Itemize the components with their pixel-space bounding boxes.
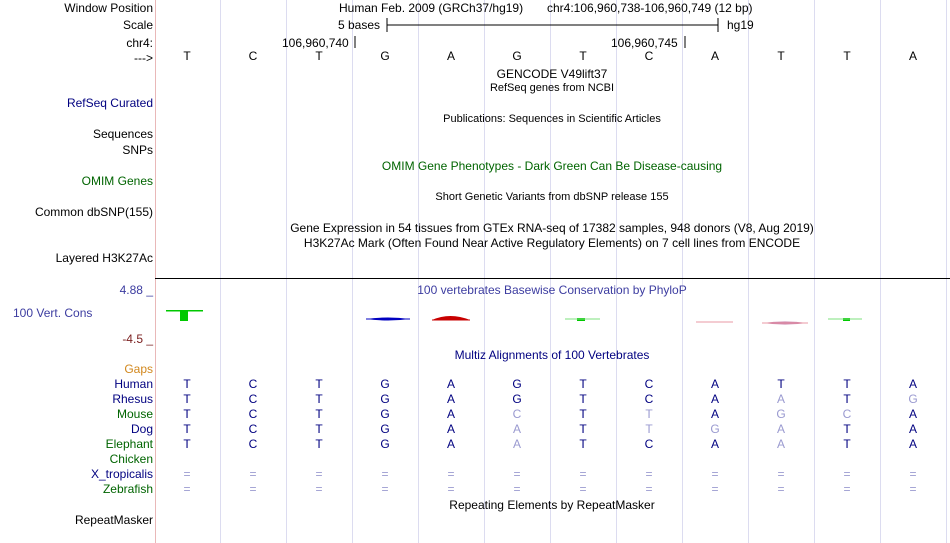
species-label[interactable]: Zebrafish xyxy=(102,482,153,496)
scale-db: hg19 xyxy=(727,18,754,32)
gtex-track-title[interactable]: Gene Expression in 54 tissues from GTEx RNA-seq of 17382 samples, 948 donors (V8, Aug 2019) xyxy=(290,221,814,235)
species-base: T xyxy=(579,392,587,406)
species-base: = xyxy=(909,482,917,496)
species-base: A xyxy=(776,437,785,451)
species-base: A xyxy=(908,437,917,451)
ruler-base: T xyxy=(315,49,323,63)
species-base: T xyxy=(315,377,323,391)
species-base: T xyxy=(579,437,587,451)
species-base: T xyxy=(183,422,191,436)
cons-min-label: -4.5 _ xyxy=(122,332,153,346)
sequences-label[interactable]: Sequences xyxy=(92,127,153,141)
species-base: T xyxy=(579,377,587,391)
species-base: A xyxy=(776,422,785,436)
species-base: T xyxy=(777,377,785,391)
species-base: = xyxy=(447,482,455,496)
species-base: T xyxy=(645,422,653,436)
cons-track-title[interactable]: 100 vertebrates Basewise Conservation by PhyloP xyxy=(417,283,687,297)
window-position-label: Window Position xyxy=(64,1,153,15)
species-base: T xyxy=(315,407,323,421)
species-base: G xyxy=(908,392,918,406)
species-label[interactable]: Elephant xyxy=(105,437,153,451)
species-base: T xyxy=(315,392,323,406)
gaps-label[interactable]: Gaps xyxy=(124,362,153,376)
species-base: T xyxy=(843,377,851,391)
ruler-base: A xyxy=(908,49,917,63)
species-base: = xyxy=(249,482,257,496)
species-base: = xyxy=(711,482,719,496)
species-base: G xyxy=(380,437,390,451)
ruler-base: T xyxy=(183,49,191,63)
species-label[interactable]: Human xyxy=(114,377,153,391)
species-base: C xyxy=(248,392,258,406)
species-base: = xyxy=(711,467,719,481)
species-base: G xyxy=(380,422,390,436)
species-label[interactable]: Rhesus xyxy=(112,392,153,406)
species-base: C xyxy=(248,437,258,451)
species-base: G xyxy=(380,377,390,391)
species-base: T xyxy=(843,437,851,451)
repeatmasker-track-title[interactable]: Repeating Elements by RepeatMasker xyxy=(449,498,655,512)
species-base: C xyxy=(248,422,258,436)
species-base: A xyxy=(512,437,521,451)
species-base: A xyxy=(908,422,917,436)
dbsnp-track-title[interactable]: Short Genetic Variants from dbSNP release 155 xyxy=(435,191,669,203)
species-base: T xyxy=(843,392,851,406)
species-base: T xyxy=(579,407,587,421)
cons-red-mark xyxy=(432,316,470,320)
species-base: = xyxy=(513,482,521,496)
species-base: = xyxy=(183,467,191,481)
species-base: G xyxy=(380,407,390,421)
assembly-name[interactable]: Human Feb. 2009 (GRCh37/hg19) xyxy=(339,1,524,15)
omim-genes-label[interactable]: OMIM Genes xyxy=(81,174,153,188)
ruler-base: T xyxy=(579,49,587,63)
species-base: = xyxy=(183,482,191,496)
species-base: A xyxy=(446,377,455,391)
species-base: T xyxy=(183,392,191,406)
species-base: G xyxy=(512,392,522,406)
species-base: G xyxy=(710,422,720,436)
refseq-track-subtitle[interactable]: RefSeq genes from NCBI xyxy=(489,82,615,94)
species-base: = xyxy=(447,467,455,481)
ruler-base: G xyxy=(512,49,522,63)
species-base: = xyxy=(645,467,653,481)
ruler-base: T xyxy=(777,49,785,63)
species-base: = xyxy=(909,467,917,481)
species-base: = xyxy=(843,482,851,496)
gencode-track-title[interactable]: GENCODE V49lift37 xyxy=(496,67,608,81)
species-base: = xyxy=(777,482,785,496)
species-base: G xyxy=(512,377,522,391)
species-base: T xyxy=(315,437,323,451)
chrom-label: chr4: xyxy=(126,36,153,50)
cons-bar-1 xyxy=(166,310,203,321)
species-base: T xyxy=(183,437,191,451)
species-base: = xyxy=(843,467,851,481)
species-base: A xyxy=(710,392,719,406)
ruler-base: G xyxy=(380,49,390,63)
species-base: A xyxy=(446,422,455,436)
species-base: C xyxy=(644,377,654,391)
coord-tick-2: 106,960,745 xyxy=(611,36,678,50)
species-base: A xyxy=(512,422,521,436)
ruler-base: C xyxy=(644,49,654,63)
cons-track-label[interactable]: 100 Vert. Cons xyxy=(13,306,93,320)
species-base: T xyxy=(315,422,323,436)
refseq-curated-label[interactable]: RefSeq Curated xyxy=(66,96,153,110)
h3k27ac-track-title[interactable]: H3K27Ac Mark (Often Found Near Active Regulatory Elements) on 7 cell lines from ENCODE xyxy=(303,236,801,250)
strand-label: ---> xyxy=(134,51,153,65)
species-label[interactable]: Chicken xyxy=(109,452,153,466)
ruler-base: A xyxy=(446,49,455,63)
species-base: C xyxy=(248,407,258,421)
position-readout[interactable]: chr4:106,960,738-106,960,749 (12 bp) xyxy=(547,1,753,15)
species-label[interactable]: X_tropicalis xyxy=(90,467,153,481)
ruler-base: A xyxy=(710,49,719,63)
omim-track-title[interactable]: OMIM Gene Phenotypes - Dark Green Can Be Disease-causing xyxy=(381,159,723,173)
species-base: = xyxy=(579,482,587,496)
species-base: = xyxy=(315,482,323,496)
species-base: = xyxy=(381,467,389,481)
species-base: G xyxy=(380,392,390,406)
ruler-base: T xyxy=(843,49,851,63)
species-base: = xyxy=(513,467,521,481)
species-base: = xyxy=(645,482,653,496)
publications-track-title[interactable]: Publications: Sequences in Scientific Articles xyxy=(443,113,661,125)
scale-label: Scale xyxy=(122,18,153,32)
scale-text: 5 bases xyxy=(338,18,381,32)
species-base: T xyxy=(843,422,851,436)
species-base: = xyxy=(381,482,389,496)
species-base: = xyxy=(249,467,257,481)
species-base: C xyxy=(512,407,522,421)
species-base: A xyxy=(776,392,785,406)
species-base: T xyxy=(183,377,191,391)
species-base: G xyxy=(776,407,786,421)
species-base: = xyxy=(315,467,323,481)
coord-tick-1: 106,960,740 xyxy=(282,36,349,50)
species-base: C xyxy=(644,437,654,451)
species-base: C xyxy=(248,377,258,391)
species-base: T xyxy=(183,407,191,421)
species-base: = xyxy=(579,467,587,481)
layered-h3k27ac-label[interactable]: Layered H3K27Ac xyxy=(55,251,153,265)
species-base: C xyxy=(842,407,852,421)
species-base: A xyxy=(908,377,917,391)
species-base: C xyxy=(644,392,654,406)
species-base: A xyxy=(710,437,719,451)
species-base: A xyxy=(710,377,719,391)
repeatmasker-label[interactable]: RepeatMasker xyxy=(74,513,153,527)
multiz-track-title[interactable]: Multiz Alignments of 100 Vertebrates xyxy=(454,348,650,362)
ruler-base: C xyxy=(248,49,258,63)
species-base: A xyxy=(446,407,455,421)
species-base: A xyxy=(908,407,917,421)
cons-max-label: 4.88 _ xyxy=(119,283,153,297)
species-base: = xyxy=(777,467,785,481)
species-base: A xyxy=(446,437,455,451)
species-base: A xyxy=(446,392,455,406)
species-label[interactable]: Dog xyxy=(130,422,153,436)
snps-label[interactable]: SNPs xyxy=(122,143,153,157)
common-dbsnp-label[interactable]: Common dbSNP(155) xyxy=(34,205,153,219)
species-label[interactable]: Mouse xyxy=(116,407,153,421)
species-base: A xyxy=(710,407,719,421)
species-base: T xyxy=(579,422,587,436)
species-base: T xyxy=(645,407,653,421)
